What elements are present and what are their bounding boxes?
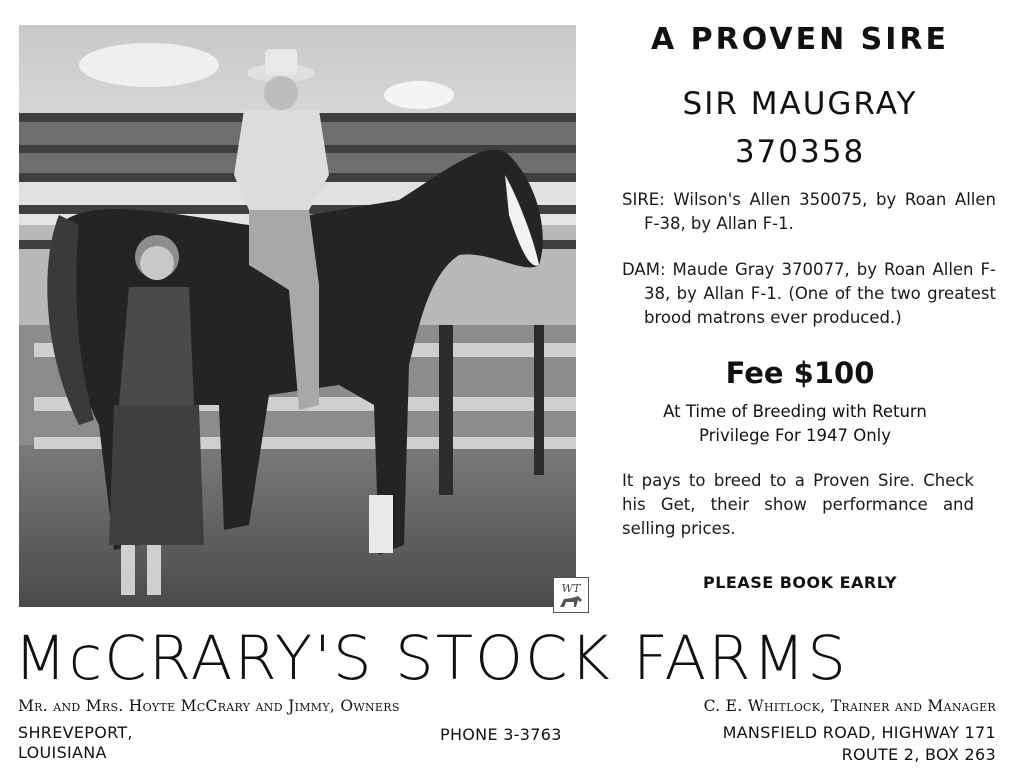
call-to-action: PLEASE BOOK EARLY xyxy=(702,573,898,592)
horse-photo xyxy=(19,25,576,607)
fee-terms: At Time of Breeding with Return Privilege For 1947 Only xyxy=(663,402,927,445)
photographer-mark-text: WT xyxy=(561,582,581,595)
registration-number: 370358 xyxy=(734,134,866,170)
dam-pedigree: DAM: Maude Gray 370077, by Roan Allen F-38, by Allan F-1. (One of the two greatest brood matrons ever produced.) xyxy=(622,260,996,327)
sales-pitch: It pays to breed to a Proven Sire. Check his Get, their show performance and selling prices. xyxy=(622,471,974,538)
farm-name: McCRARY'S STOCK FARMS xyxy=(14,623,848,694)
phone: PHONE 3-3763 xyxy=(440,725,562,744)
stud-fee: Fee $100 xyxy=(725,356,875,390)
address-line-1: MANSFIELD ROAD, HIGHWAY 171 xyxy=(722,723,996,742)
city: SHREVEPORT, xyxy=(18,723,133,742)
sire-name: SIR MAUGRAY xyxy=(682,86,918,122)
headline: A PROVEN SIRE xyxy=(650,22,950,57)
state: LOUISIANA xyxy=(18,743,107,762)
photographer-mark xyxy=(553,577,589,613)
address-line-2: ROUTE 2, BOX 263 xyxy=(841,745,996,764)
sire-pedigree: SIRE: Wilson's Allen 350075, by Roan Allen F-38, by Allan F-1. xyxy=(622,190,996,233)
owners: Mr. and Mrs. Hoyte McCrary and Jimmy, Owners xyxy=(18,697,400,715)
trainer: C. E. Whitlock, Trainer and Manager xyxy=(703,697,996,715)
